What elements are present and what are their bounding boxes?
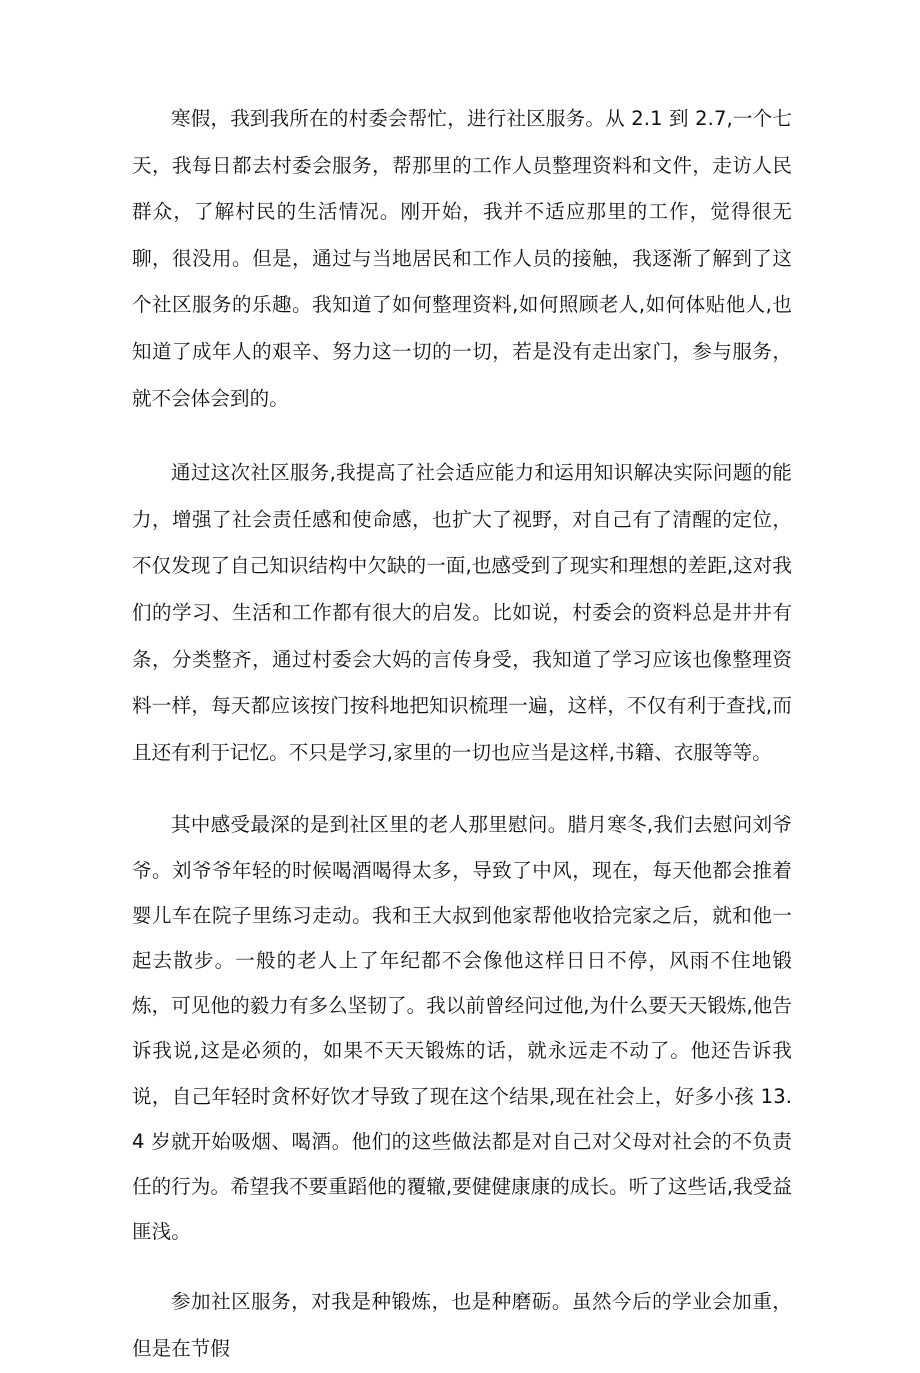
document-text-body: [132, 96, 792, 1373]
paragraph-1: 寒假，我到我所在的村委会帮忙，进行社区服务。从 2.1 到 2.7,一个七天，我每日都去村委会服务，帮那里的工作人员整理资料和文件，走访人民群众，了解村民的生活情况。刚开始，我并不适应那里的工作，觉得很无聊，很没用。但是，通过与当地居民和工作人员的接触，我逐渐了解到了这个社区服务的乐趣。我知道了如何整理资料,如何照顾老人,如何体贴他人,也知道了成年人的艰辛、努力这一切的一切，若是没有走出家门，参与服务，就不会体会到的。: [132, 107, 792, 410]
paragraph-spacer: [132, 776, 792, 802]
paragraph-2: 通过这次社区服务,我提高了社会适应能力和运用知识解决实际问题的能力，增强了社会责任感和使命感，也扩大了视野，对自己有了清醒的定位，不仅发现了自己知识结构中欠缺的一面,也感受到了现实和理想的差距,这对我们的学习、生活和工作都有很大的启发。比如说，村委会的资料总是井井有条，分类整齐，通过村委会大妈的言传身受，我知道了学习应该也像整理资料一样，每天都应该按门按科地把知识梳理一遍，这样，不仅有利于查找,而且还有利于记忆。不只是学习,家里的一切也应当是这样,书籍、衣服等等。: [132, 461, 792, 764]
paragraph-spacer: [132, 1254, 792, 1279]
paragraph-spacer: [132, 422, 792, 450]
paragraph-4: 参加社区服务，对我是种锻炼，也是种磨砺。虽然今后的学业会加重，但是在节假: [132, 1290, 792, 1360]
paragraph-3: 其中感受最深的是到社区里的老人那里慰问。腊月寒冬,我们去慰问刘爷爷。刘爷爷年轻的时候喝酒喝得太多，导致了中风，现在，每天他都会推着婴儿车在院子里练习走动。我和王大叔到他家帮他收拾完家之后，就和他一起去散步。一般的老人上了年纪都不会像他这样日日不停，风雨不住地锻炼，可见他的毅力有多么坚韧了。我以前曾经问过他,为什么要天天锻炼,他告诉我说,这是必须的，如果不天天锻炼的话，就永远走不动了。他还告诉我说，自己年轻时贪杯好饮才导致了现在这个结果,现在社会上，好多小孩 13.4 岁就开始吸烟、喝酒。他们的这些做法都是对自己对父母对社会的不负责任的行为。希望我不要重蹈他的覆辙,要健健康康的成长。听了这些话,我受益匪浅。: [132, 813, 792, 1244]
